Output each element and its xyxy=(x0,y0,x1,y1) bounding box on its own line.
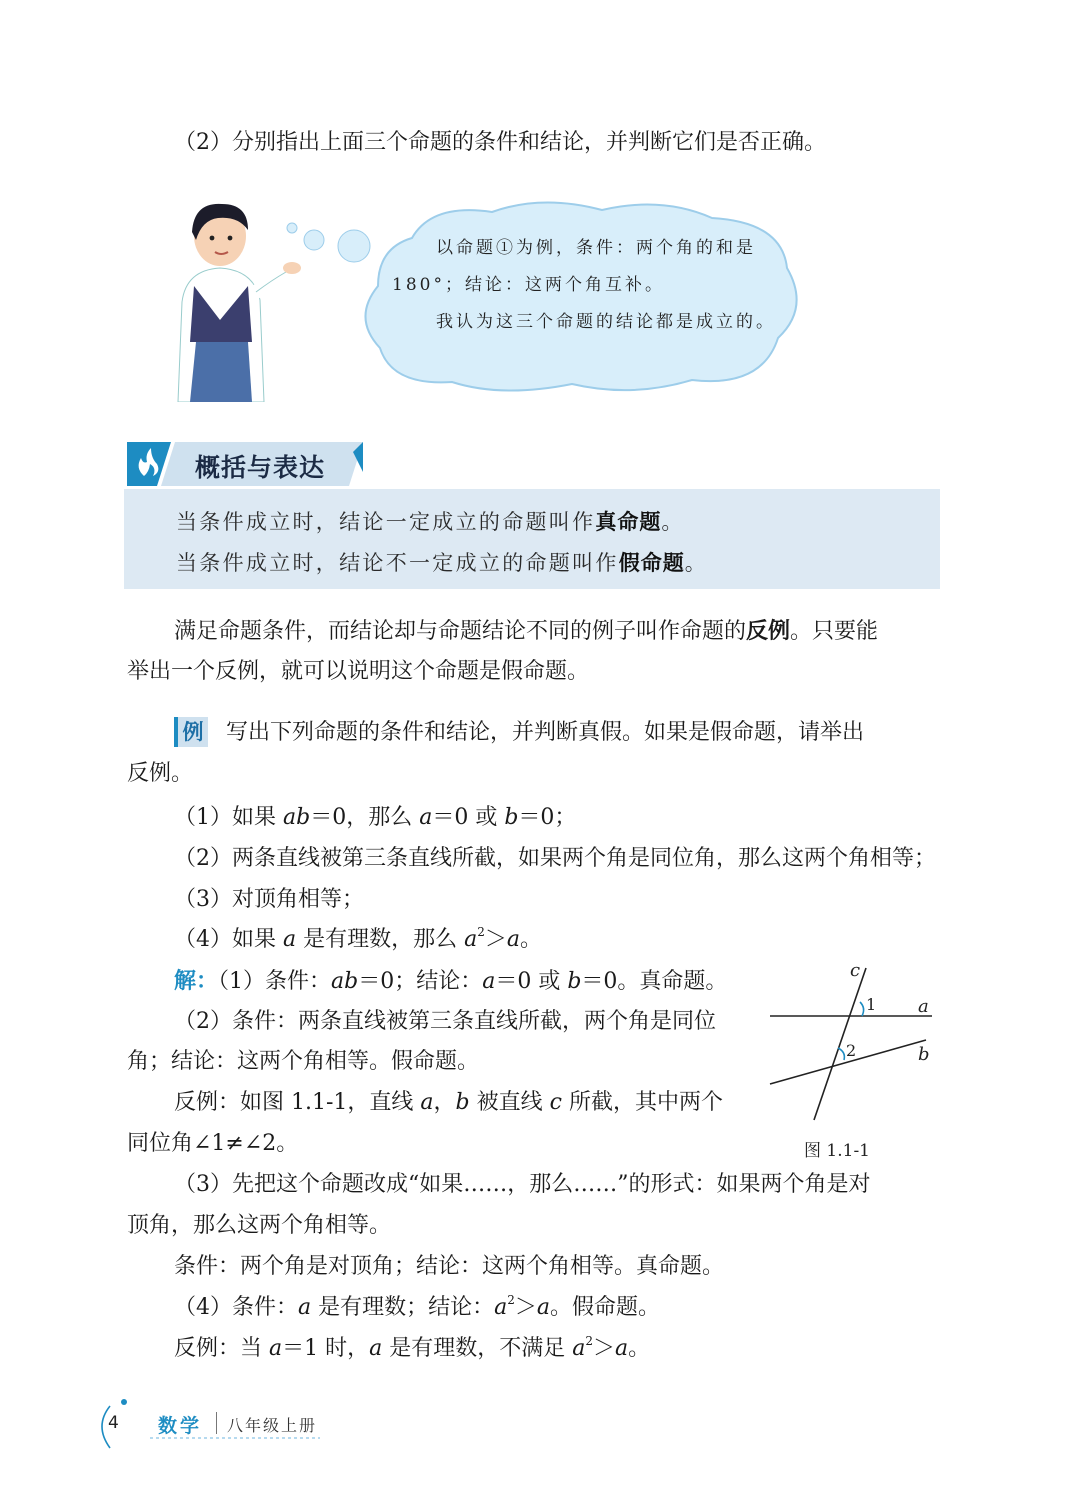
counterexample-line-2: 举出一个反例，就可以说明这个命题是假命题。 xyxy=(127,659,590,684)
solution-3-line-1: （3）先把这个命题改成“如果……，那么……”的形式：如果两个角是对 xyxy=(174,1172,871,1197)
summary-line-true: 当条件成立时，结论一定成立的命题叫作真命题。 xyxy=(176,510,685,534)
solution-2-counterexample-line-2: 同位角∠1≠∠2。 xyxy=(127,1131,299,1156)
solution-1: 解：（1）条件：ab＝0；结论：a＝0 或 b＝0。真命题。 xyxy=(174,968,728,994)
counterexample-line-1: 满足命题条件，而结论却与命题结论不同的例子叫作命题的反例。只要能 xyxy=(174,618,879,644)
angle-1-arc xyxy=(860,1002,864,1016)
term-counterexample: 反例 xyxy=(746,618,791,644)
solution-label: 解： xyxy=(174,968,219,994)
label-a: a xyxy=(918,996,929,1017)
solution-3-line-2: 顶角，那么这两个角相等。 xyxy=(127,1213,392,1238)
example-badge: 例 xyxy=(174,717,208,747)
solution-2-counterexample: 反例：如图 1.1-1，直线 a，b 被直线 c 所截，其中两个 xyxy=(174,1090,723,1115)
example-line-2: 反例。 xyxy=(127,761,194,786)
speech-line-1: 以命题①为例，条件：两个角的和是 xyxy=(436,238,756,258)
label-1: 1 xyxy=(866,995,877,1014)
figure-parallel-lines xyxy=(766,960,946,1130)
footer-subject: 数学 xyxy=(158,1415,203,1437)
angle-2-arc xyxy=(838,1048,844,1060)
label-c: c xyxy=(850,960,861,981)
footer-separator xyxy=(216,1412,217,1434)
speech-line-2: 180°；结论：这两个角互补。 xyxy=(392,275,665,295)
term-true-proposition: 真命题 xyxy=(595,510,662,534)
summary-line-false: 当条件成立时，结论不一定成立的命题叫作假命题。 xyxy=(176,551,709,575)
footer-book-title: 八年级上册 xyxy=(227,1416,318,1435)
thought-cloud xyxy=(282,198,812,398)
solution-2-line-1: （2）条件：两条直线被第三条直线所截，两个角是同位 xyxy=(174,1009,716,1034)
solution-3-line-3: 条件：两个角是对顶角；结论：这两个角相等。真命题。 xyxy=(174,1254,725,1279)
solution-4-counterexample: 反例：当 a＝1 时，a 是有理数，不满足 $a^2>a$。 xyxy=(174,1334,651,1361)
question-2: （2）分别指出上面三个命题的条件和结论，并判断它们是否正确。 xyxy=(174,130,826,155)
term-false-proposition: 假命题 xyxy=(618,551,685,575)
example-line-1: 写出下列命题的条件和结论，并判断真假。如果是假命题，请举出 xyxy=(226,720,865,745)
dot-icon xyxy=(121,1399,127,1405)
solution-2-line-2: 角；结论：这两个角相等。假命题。 xyxy=(127,1049,480,1074)
example-item-4: （4）如果 a 是有理数，那么 $a^2>a$。 xyxy=(174,925,543,952)
example-item-2: （2）两条直线被第三条直线所截，如果两个角是同位角，那么这两个角相等； xyxy=(174,846,936,871)
solution-4: （4）条件：a 是有理数；结论：$a^2>a$。假命题。 xyxy=(174,1293,661,1320)
example-item-3: （3）对顶角相等； xyxy=(174,887,364,912)
figure-caption: 图 1.1-1 xyxy=(804,1141,870,1161)
label-2: 2 xyxy=(846,1041,857,1060)
speech-line-3: 我认为这三个命题的结论都是成立的。 xyxy=(436,312,776,332)
page-number: 4 xyxy=(108,1413,119,1433)
line-c xyxy=(814,968,866,1120)
summary-title: 概括与表达 xyxy=(195,453,326,482)
example-item-1: （1）如果 ab＝0，那么 a＝0 或 b＝0； xyxy=(174,805,577,830)
label-b: b xyxy=(918,1044,930,1065)
